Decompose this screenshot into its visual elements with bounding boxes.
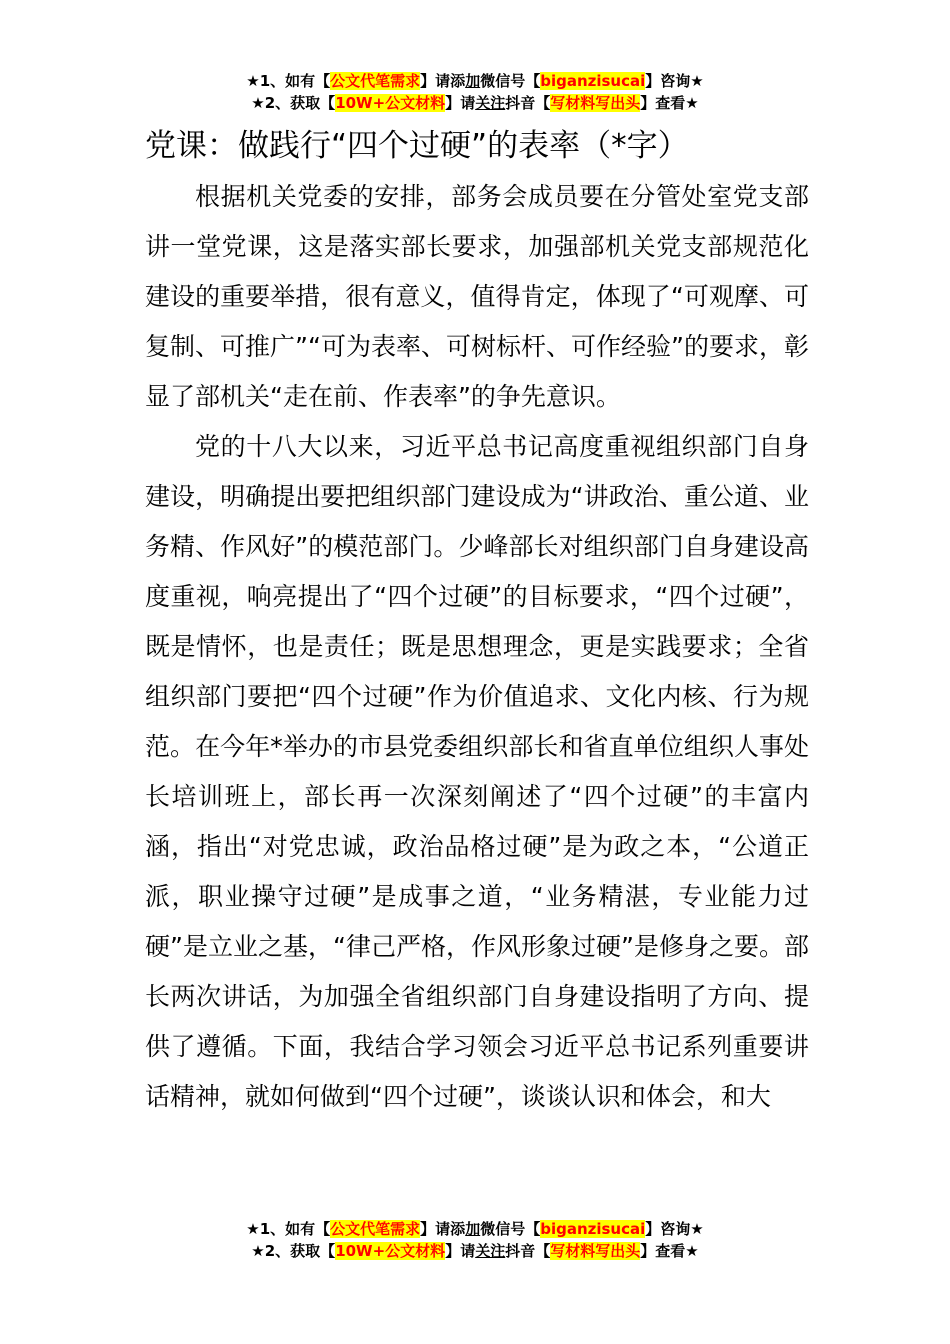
ad-suffix: 】咨询★ [645, 72, 704, 90]
ad-suffix: 】咨询★ [645, 1220, 704, 1238]
ad-highlight-wechat-id: biganzisucai [540, 72, 646, 90]
ad-prefix: ★1、如有【 [246, 72, 331, 90]
ad-text: 】请 [445, 1242, 476, 1260]
ad-prefix: ★2、获取【 [251, 1242, 336, 1260]
ad-text: 】请添 [420, 72, 466, 90]
ad-text: 微信号【 [480, 1220, 541, 1238]
ad-highlight-douyin-account: 写材料写出头 [550, 1242, 641, 1260]
ad-highlight-douyin-account: 写材料写出头 [550, 94, 641, 112]
ad-text: 】请 [445, 94, 476, 112]
body-paragraph: 党的十八大以来，习近平总书记高度重视组织部门自身建设，明确提出要把组织部门建设成为“讲政治、重公道、业务精、作风好”的模范部门。少峰部长对组织部门自身建设高度重视，响亮提出了“四个过硬”的目标要求，“四个过硬”，既是情怀，也是责任；既是思想理念，更是实践要求；全省组织部门要把“四个过硬”作为价值追求、文化内核、行为规范。在今年*举办的市县党委组织部长和省直单位组织人事处长培训班上，部长再一次深刻阐述了“四个过硬”的丰富内涵，指出“对党忠诚，政治品格过硬”是为政之本，“公道正派，职业操守过硬”是成事之道，“业务精湛，专业能力过硬”是立业之基，“律己严格，作风形象过硬”是修身之要。部长两次讲话，为加强全省组织部门自身建设指明了方向、提供了遵循。下面，我结合学习领会习近平总书记系列重要讲话精神，就如何做到“四个过硬”，谈谈认识和体会，和大 [145, 432, 809, 1111]
ad-text: 微信号【 [480, 72, 541, 90]
document-body [145, 172, 809, 1122]
ad-underlined-text: 关注 [475, 1242, 506, 1260]
footer-ad-banner [0, 1218, 950, 1262]
ad-prefix: ★1、如有【 [246, 1220, 331, 1238]
ad-underlined-text: 关注 [475, 94, 506, 112]
ad-highlight-materials: 10W+公文材料 [335, 1242, 446, 1260]
ad-text: 抖音【 [505, 1242, 551, 1260]
ad-underlined-text: 加 [465, 72, 481, 90]
ad-prefix: ★2、获取【 [251, 94, 336, 112]
ad-suffix: 】查看★ [640, 94, 699, 112]
ad-text: 抖音【 [505, 94, 551, 112]
header-ad-line-1 [0, 70, 950, 92]
ad-highlight-service: 公文代笔需求 [330, 1220, 421, 1238]
ad-highlight-service: 公文代笔需求 [330, 72, 421, 90]
document-title: 党课：做践行“四个过硬”的表率（*字） [145, 128, 689, 164]
ad-suffix: 】查看★ [640, 1242, 699, 1260]
header-ad-banner [0, 70, 950, 114]
ad-underlined-text: 加 [465, 1220, 481, 1238]
header-ad-line-2 [0, 92, 950, 114]
body-paragraph: 根据机关党委的安排，部务会成员要在分管处室党支部讲一堂党课，这是落实部长要求，加强部机关党支部规范化建设的重要举措，很有意义，值得肯定，体现了“可观摩、可复制、可推广”“可为表率、可树标杆、可作经验”的要求，彰显了部机关“走在前、作表率”的争先意识。 [145, 182, 809, 411]
footer-ad-line-2 [0, 1240, 950, 1262]
ad-text: 】请添 [420, 1220, 466, 1238]
ad-highlight-materials: 10W+公文材料 [335, 94, 446, 112]
ad-highlight-wechat-id: biganzisucai [540, 1220, 646, 1238]
footer-ad-line-1 [0, 1218, 950, 1240]
